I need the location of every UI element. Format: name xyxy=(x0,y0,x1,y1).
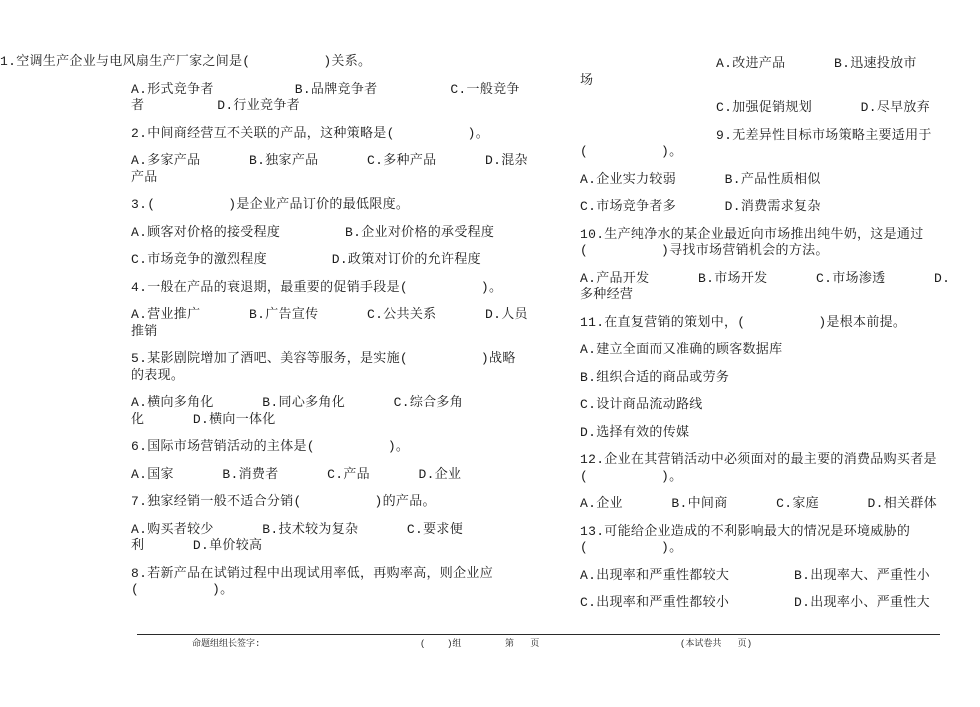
leader-signature-label: 命题组组长签字: xyxy=(192,639,261,649)
option-line: A.建立全面而又准确的顾客数据库 xyxy=(580,342,783,357)
option-line: A.国家 B.消费者 C.产品 D.企业 xyxy=(131,466,462,482)
option-line: 产品 xyxy=(131,169,158,185)
question-13-stem xyxy=(580,524,975,557)
question-11-option-a xyxy=(580,342,975,359)
question-11-option-c xyxy=(580,397,975,414)
stem-line: ( )。 xyxy=(580,540,683,555)
question-9-options-ab xyxy=(580,172,975,189)
question-6-options xyxy=(0,467,560,484)
stem-line: 12.企业在其营销活动中必须面对的最主要的消费品购买者是 xyxy=(580,452,937,467)
stem-line: 4.一般在产品的衰退期，最重要的促销手段是( )。 xyxy=(131,279,503,295)
question-5-stem xyxy=(0,351,560,384)
question-2-options xyxy=(0,153,560,186)
question-8-options-ab xyxy=(580,56,975,89)
question-9-options-cd xyxy=(580,199,975,216)
option-line: 推销 xyxy=(131,323,158,339)
option-line: A.产品开发 B.市场开发 C.市场渗透 D. xyxy=(580,270,951,286)
question-1-stem xyxy=(0,54,560,71)
question-4-stem xyxy=(0,280,560,297)
question-10-stem xyxy=(580,227,975,260)
question-9-stem xyxy=(580,128,975,161)
left-column xyxy=(0,54,560,610)
option-line: A.横向多角化 B.同心多角化 C.综合多角 xyxy=(131,395,464,410)
stem-line: ( )。 xyxy=(580,468,683,484)
stem-line: 13.可能给企业造成的不利影响最大的情况是环境威胁的 xyxy=(580,523,911,539)
total-pages-label: (本试卷共 页) xyxy=(680,639,753,649)
option-line: A.顾客对价格的接受程度 B.企业对价格的承受程度 xyxy=(131,224,495,240)
question-1-options xyxy=(0,82,560,115)
question-3-options-ab xyxy=(0,225,560,242)
option-line: C.市场竞争的激烈程度 D.政策对订价的允许程度 xyxy=(131,252,481,267)
stem-line: 1.空调生产企业与电风扇生产厂家之间是( )关系。 xyxy=(0,54,372,69)
question-11-option-b xyxy=(580,370,975,387)
option-line: B.组织合适的商品或劳务 xyxy=(580,369,730,385)
question-12-stem xyxy=(580,452,975,485)
question-8-options-cd xyxy=(580,100,975,117)
question-13-options-cd xyxy=(580,595,975,612)
question-7-options xyxy=(0,522,560,555)
question-10-options xyxy=(580,271,975,304)
page-number-label: 第 页 xyxy=(505,639,540,649)
stem-line: ( )。 xyxy=(580,144,683,159)
stem-line: 的表现。 xyxy=(131,367,185,383)
option-line: 利 D.单价较高 xyxy=(131,538,263,553)
question-4-options xyxy=(0,307,560,340)
option-line: A.购买者较少 B.技术较为复杂 C.要求便 xyxy=(131,521,464,537)
question-12-options xyxy=(580,496,975,513)
option-line: C.加强促销规划 D.尽早放弃 xyxy=(716,100,931,115)
stem-line: 9.无差异性目标市场策略主要适用于 xyxy=(716,127,932,143)
option-line: A.改进产品 B.迅速投放市 xyxy=(716,56,917,71)
stem-line: 11.在直复营销的策划中，( )是根本前提。 xyxy=(580,314,907,330)
question-2-stem xyxy=(0,126,560,143)
stem-line: ( )。 xyxy=(131,582,234,597)
stem-line: 7.独家经销一般不适合分销( )的产品。 xyxy=(131,494,436,509)
stem-line: ( )寻找市场营销机会的方法。 xyxy=(580,243,829,258)
stem-line: 10.生产纯净水的某企业最近向市场推出纯牛奶，这是通过 xyxy=(580,226,924,242)
group-label: ( )组 xyxy=(420,639,462,649)
question-5-options xyxy=(0,395,560,428)
stem-line: 8.若新产品在试销过程中出现试用率低，再购率高，则企业应 xyxy=(131,565,494,581)
right-column xyxy=(580,56,975,623)
stem-line: 5.某影剧院增加了酒吧、美容等服务，是实施( )战略 xyxy=(131,351,516,366)
option-line: D.选择有效的传媒 xyxy=(580,424,690,440)
option-line: 者 D.行业竞争者 xyxy=(131,98,300,113)
question-11-option-d xyxy=(580,425,975,442)
question-13-options-ab xyxy=(580,568,975,585)
footer-rule xyxy=(137,634,940,635)
option-line: A.企业 B.中间商 C.家庭 D.相关群体 xyxy=(580,496,937,511)
option-line: 场 xyxy=(580,72,594,88)
stem-line: 3.( )是企业产品订价的最低限度。 xyxy=(131,197,410,212)
question-6-stem xyxy=(0,439,560,456)
question-3-stem xyxy=(0,197,560,214)
question-3-options-cd xyxy=(0,252,560,269)
option-line: A.企业实力较弱 B.产品性质相似 xyxy=(580,171,821,187)
question-8-stem xyxy=(0,566,560,599)
option-line: A.形式竞争者 B.品牌竞争者 C.一般竞争 xyxy=(131,81,520,97)
option-line: A.多家产品 B.独家产品 C.多种产品 D.混杂 xyxy=(131,153,528,168)
option-line: A.营业推广 B.广告宣传 C.公共关系 D.人员 xyxy=(131,307,528,322)
option-line: C.设计商品流动路线 xyxy=(580,397,703,412)
option-line: 化 D.横向一体化 xyxy=(131,411,276,427)
question-7-stem xyxy=(0,494,560,511)
option-line: 多种经营 xyxy=(580,287,634,302)
option-line: C.出现率和严重性都较小 D.出现率小、严重性大 xyxy=(580,595,930,610)
stem-line: 6.国际市场营销活动的主体是( )。 xyxy=(131,439,410,454)
question-11-stem xyxy=(580,315,975,332)
option-line: A.出现率和严重性都较大 B.出现率大、严重性小 xyxy=(580,567,930,583)
stem-line: 2.中间商经营互不关联的产品，这种策略是( )。 xyxy=(131,125,490,141)
option-line: C.市场竞争者多 D.消费需求复杂 xyxy=(580,199,821,214)
